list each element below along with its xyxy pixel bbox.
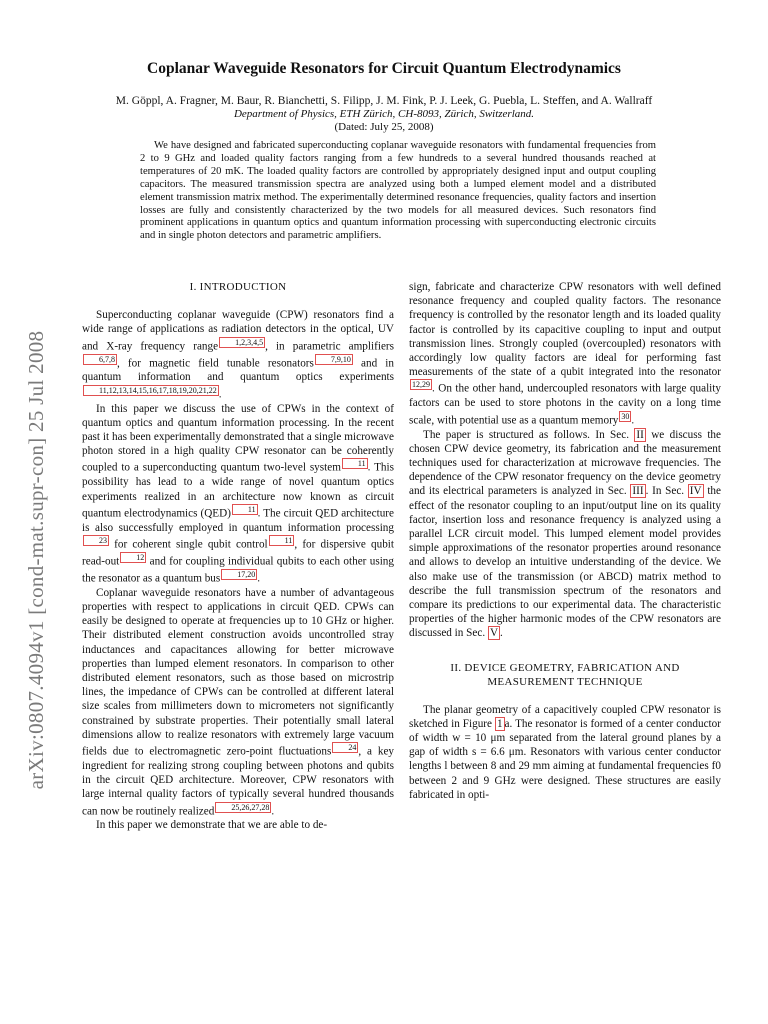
section-link[interactable]: II [636,428,644,441]
citation-link[interactable]: 11 [342,458,368,469]
paragraph: The paper is structured as follows. In Sec. II we discuss the chosen CPW device geometry, its fabrication and the measurement techniques used for characterization at microwave frequencies. The dependence of the CPW resonator frequency on the device geometry and its electrical parameters is analyzed in Sec. III . In Sec. IV the effect of the resonator coupling to an input/output line on its quality factor, insertion loss and resonance frequency is analyzed using a parallel LCR circuit model. This lumped element model provides simple approximations of the resonator properties around resonance and allows to develop an intuitive understanding of the device. We also make use of the transmission (or ABCD) matrix method to describe the full transmission spectrum of the resonators and compare its predictions to our experimental data. The characteristic properties of the higher harmonic modes of the CPW resonators are discussed in Sec. V . [409,428,721,640]
citation-link[interactable]: 7,9,10 [315,354,353,365]
citation-link[interactable]: 17,20 [221,569,257,580]
section-link[interactable]: IV [689,485,702,498]
section-heading-introduction: I. INTRODUCTION [189,281,287,293]
citation-link[interactable]: 24 [332,742,358,753]
section-heading-device-geometry: II. DEVICE GEOMETRY, FABRICATION AND MEASUREMENT TECHNIQUE [450,661,680,688]
paragraph: Coplanar waveguide resonators have a number of advantageous properties with respect to applications in circuit QED. CPWs can easily be designed to operate at frequencies up to 10 GHz or higher. Their distributed element construction avoids uncontrolled stray inductances and capacitances allowing for better microwave properties than lumped element resonators. In comparison to other distributed element resonators, such as those based on microstrip lines, the impedance of CPWs can be controlled at different lateral size scales from millimeters down to micrometers not significantly constrained by substrate properties. Their potentially small lateral dimensions allow to realize resonators with extremely large vacuum fields due to electromagnetic zero-point fluctuations 24 , a key ingredient for realizing strong coupling between photons and qubits in the circuit QED architecture. Moreover, CPW resonators with large internal quality factors of typically several hundred thousands can now be routinely realized 25,26,27,28 . [82,586,394,818]
right-column [409,280,721,802]
date-line: (Dated: July 25, 2008) [334,121,434,133]
left-column [82,280,394,833]
citation-link[interactable]: 6,7,8 [83,354,117,365]
paragraph: sign, fabricate and characterize CPW resonators with well defined resonance frequency and coupled quality factors. The resonance frequency is controlled by the resonator length and its loaded quality factor is controlled by its capacitive coupling to input and output transmission lines. Strongly coupled (overcoupled) resonators with accordingly low quality factors are ideal for performing fast measurements of the state of a qubit integrated into the resonator12,29 . On the other hand, undercoupled resonators with large quality factors can be used to store photons in the cavity on a long time scale, with potential use as a quantum memory 30 . [409,281,721,427]
paragraph: In this paper we discuss the use of CPWs in the context of quantum optics and quantum information processing. In the recent past it has been experimentally demonstrated that a single microwave photon stored in a high quality CPW resonator can be coherently coupled to a superconducting quantum two-level system 11 . This possibility has lead to a wide range of novel quantum optics experiments realized in an architecture now known as circuit quantum electrodynamics (QED) 11 . The circuit QED architecture is also successfully employed in quantum information processing23 for coherent single qubit control 11 , for dispersive qubit read-out 12 and for coupling individual qubits to each other using the resonator as a quantum bus 17,20 . [82,402,394,585]
citation-link[interactable]: 30 [621,411,630,421]
paragraph: Superconducting coplanar waveguide (CPW) resonators find a wide range of applications as radiation detectors in the optical, UV and X-ray frequency range 1,2,3,4,5 , in parametric amplifiers6,7,8 , for magnetic field tunable resonators 7,9,10 and in quantum information and quantum optics experiments11,12,13,14,15,16,17,18,19,20,21,22 . [82,309,394,401]
citation-link[interactable]: 11 [269,535,295,546]
citation-link[interactable]: 1,2,3,4,5 [219,337,265,348]
citation-link[interactable]: 23 [83,535,109,546]
arxiv-identifier: arXiv:0807.4094v1 [cond-mat.supr-con] 25 Jul 2008 [24,330,48,790]
citation-link[interactable]: 11 [232,504,258,515]
figure-link[interactable]: 1 [496,717,503,730]
section-link[interactable]: III [632,485,644,498]
paper-title: Coplanar Waveguide Resonators for Circuit Quantum Electrodynamics [147,60,621,77]
paragraph: In this paper we demonstrate that we are able to de- [96,819,328,832]
citation-link[interactable]: 11,12,13,14,15,16,17,18,19,20,21,22 [83,385,219,396]
citation-link[interactable]: 25,26,27,28 [215,802,271,813]
author-list: M. Göppl, A. Fragner, M. Baur, R. Bianchetti, S. Filipp, J. M. Fink, P. J. Leek, G. Puebla, L. Steffen, and A. Wallraff [115,95,653,107]
section-link[interactable]: V [489,627,499,640]
citation-link[interactable]: 12 [120,552,146,563]
citation-link[interactable]: 12,29 [412,380,430,390]
abstract: We have designed and fabricated superconducting coplanar waveguide resonators with fundamental frequencies from 2 to 9 GHz and loaded quality factors ranging from a few hundreds to a several hundred thousands reached at temperatures of 20 mK. The loaded quality factors are controlled by appropriately designed input and output coupling capacitors. The measured transmission spectra are analyzed using both a lumped element model and a distributed element transmission matrix method. The experimentally determined resonance frequencies, quality factors and insertion losses are fully and consistently characterized by the two models for all measured devices. Such resonators find prominent applications in quantum optics and quantum information processing with superconducting electronic circuits and in single photon detectors and parametric amplifiers. [140,140,656,242]
paragraph: The planar geometry of a capacitively coupled CPW resonator is sketched in Figure 1 a. The resonator is formed of a center conductor of width w = 10 μm separated from the lateral ground planes by a gap of width s = 6.6 μm. Resonators with various center conductor lengths l between 8 and 29 mm aiming at fundamental frequencies f0 between 2 and 9 GHz were designed. These structures are easily fabricated in opti- [409,703,721,801]
affiliation: Department of Physics, ETH Zürich, CH-8093, Zürich, Switzerland. [233,108,535,120]
